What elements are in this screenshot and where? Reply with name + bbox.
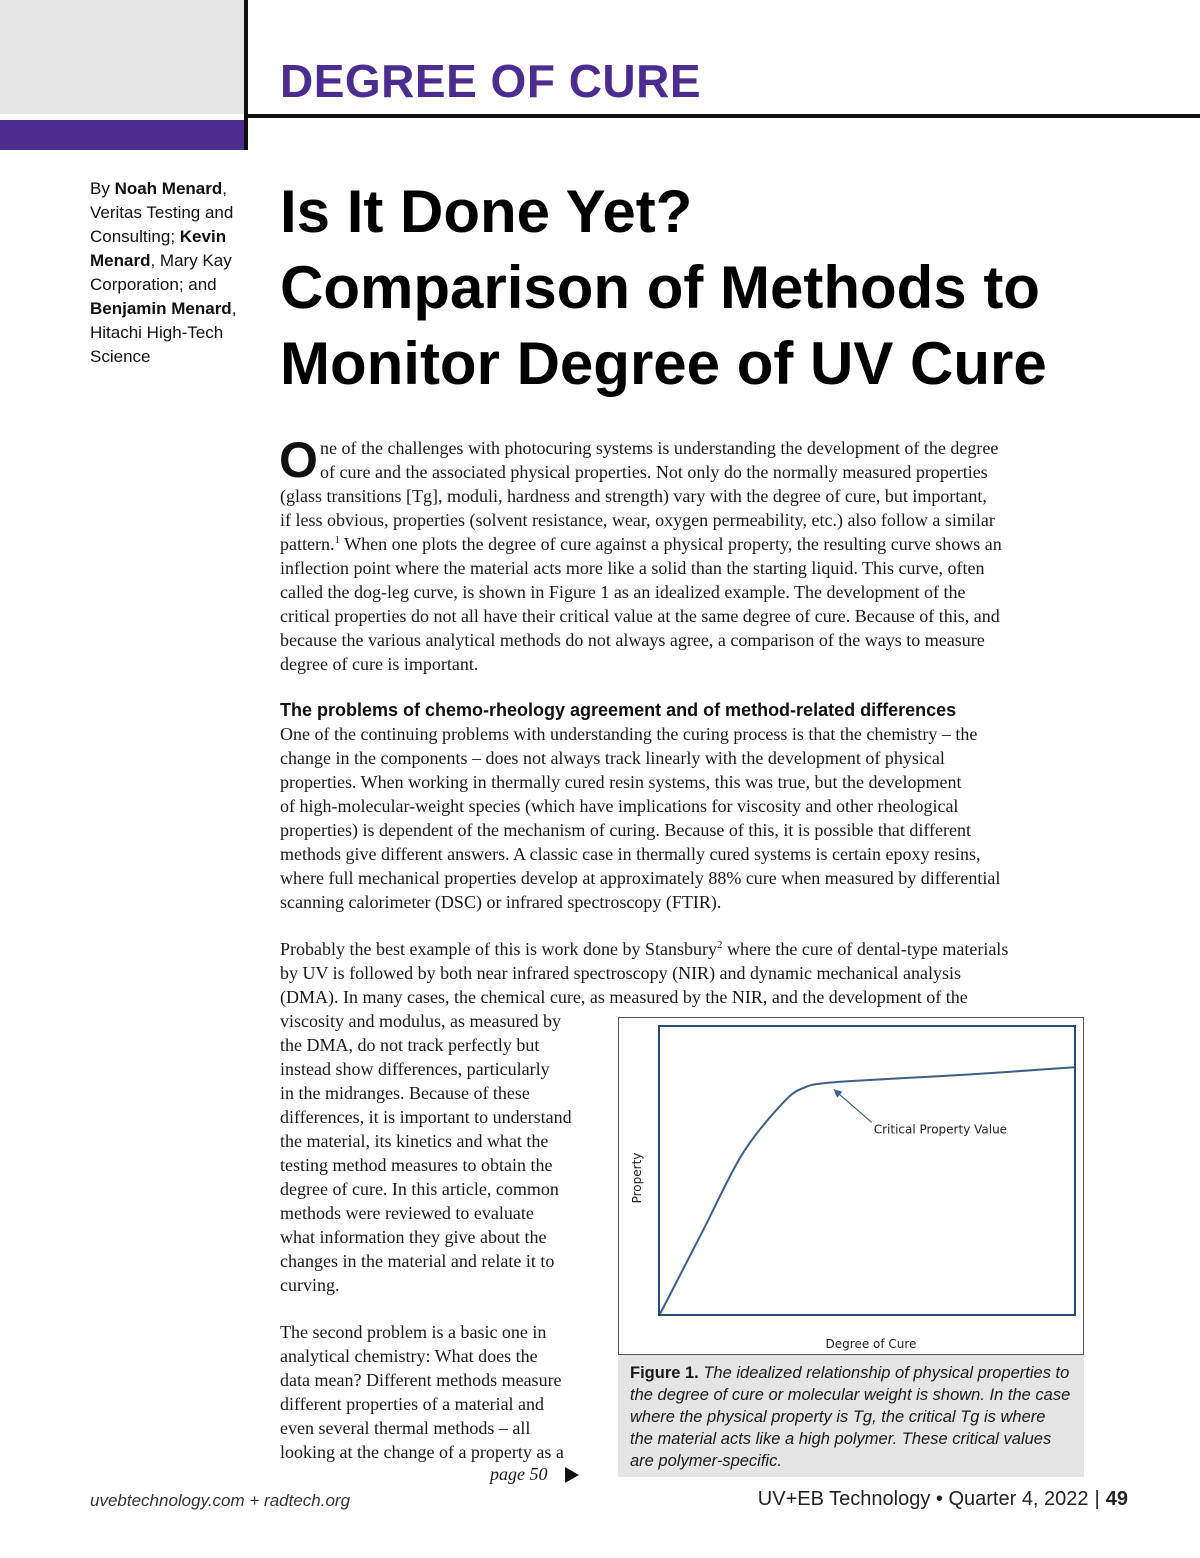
author-name: Benjamin Menard [90,299,232,318]
body-line: viscosity and modulus, as measured by [280,1011,561,1031]
x-axis-label: Degree of Cure [825,1337,917,1351]
body-line: of high-molecular-weight species (which have implications for viscosity and other rheological [280,796,959,816]
body-line: called the dog-leg curve, is shown in Figure 1 as an idealized example. The development of the [280,582,966,602]
body-line: (glass transitions [Tg], moduli, hardness and strength) vary with the degree of cure, but important, [280,486,987,506]
footer-websites[interactable]: uvebtechnology.com + radtech.org [90,1491,351,1510]
body-line: where full mechanical properties develop at approximately 88% cure when measured by differential [280,868,1001,888]
author-name: Kevin Menard [90,227,227,270]
header-horizontal-rule [244,114,1200,118]
body-line: what information they give about the [280,1227,547,1247]
body-line: because the various analytical methods do not always agree, a comparison of the ways to measure [280,630,985,650]
subhead: The problems of chemo-rheology agreement and of method-related differences [280,700,957,720]
body-line: if less obvious, properties (solvent resistance, wear, oxygen permeability, etc.) also follow a similar [280,510,995,530]
body-line: methods give different answers. A classic case in thermally cured systems is certain epoxy resins, [280,844,981,864]
y-axis-label: Property [630,1152,644,1204]
publication-name: UV+EB Technology [757,1488,931,1510]
body-line: the DMA, do not track perfectly but [280,1035,540,1055]
body-line: of cure and the associated physical properties. Not only do the normally measured properties [320,462,988,482]
body-line: curving. [280,1275,340,1295]
body-line: (DMA). In many cases, the chemical cure, as measured by the NIR, and the development of the [280,987,968,1007]
body-line: the material, its kinetics and what the [280,1131,549,1151]
byline [90,177,255,369]
body-line: looking at the change of a property as a [280,1442,564,1462]
headline-line: Comparison of Methods to [280,254,1040,321]
drop-cap: O [279,432,318,488]
headline-line: Is It Done Yet? [280,178,693,245]
body-text: pattern. [280,534,335,554]
body-line: in the midranges. Because of these [280,1083,530,1103]
body-line: different properties of a material and [280,1394,545,1414]
body-line: by UV is followed by both near infrared spectroscopy (NIR) and dynamic mechanical analysis [280,963,961,983]
series-line [660,1067,1074,1314]
section-title: DEGREE OF CURE [280,55,702,107]
footnote-ref: 2 [716,939,723,951]
author-name: Noah Menard [114,179,223,198]
byline-by: By [90,179,115,198]
bullet: • [930,1488,949,1510]
footnote-ref: 1 [334,534,340,546]
body-line: degree of cure. In this article, common [280,1179,559,1199]
folio-separator: | [1094,1488,1100,1510]
caption-label: Figure 1. [630,1364,699,1382]
continued-link[interactable]: page 50 [490,1464,548,1484]
body-line: data mean? Different methods measure [280,1370,562,1390]
issue-date: Quarter 4, 2022 [948,1488,1089,1510]
annotation-label: Critical Property Value [873,1122,1008,1137]
figure-caption [618,1355,1084,1477]
body-line: ne of the challenges with photocuring systems is understanding the development of the degree [320,438,999,458]
body-line: methods were reviewed to evaluate [280,1203,534,1223]
body-line: changes in the material and relate it to [280,1251,555,1271]
body-line: One of the continuing problems with understanding the curing process is that the chemistry – the [280,724,978,744]
body-line: instead show differences, particularly [280,1059,550,1079]
headline-line: Monitor Degree of UV Cure [280,330,1047,397]
headline [280,174,1180,402]
author-affiliation: , Hitachi High-Tech Science [90,299,237,366]
plot-area-border [659,1026,1075,1315]
figure-chart-frame [618,1017,1084,1355]
body-line: change in the components – does not always track linearly with the development of physical [280,748,945,768]
body-line: even several thermal methods – all [280,1418,531,1438]
body-line: scanning calorimeter (DSC) or infrared spectroscopy (FTIR). [280,892,722,912]
footer-folio [758,1488,1128,1511]
body-line [280,532,1002,556]
header-vertical-rule [244,0,248,150]
body-text: When one plots the degree of cure against a physical property, the resulting curve shows an [339,534,1002,554]
body-line: testing method measures to obtain the [280,1155,553,1175]
body-line: degree of cure is important. [280,654,479,674]
arrow-right-icon [565,1467,579,1483]
figure-chart [619,1018,1083,1354]
body-line: analytical chemistry: What does the [280,1346,538,1366]
body-line: differences, it is important to understand [280,1107,572,1127]
body-line: inflection point where the material acts more like a solid than the starting liquid. This curve, often [280,558,985,578]
body-text: Probably the best example of this is work done by Stansbury [280,939,717,959]
body-line: critical properties do not all have their critical value at the same degree of cure. Because of this, and [280,606,1000,626]
body-text: where the cure of dental-type materials [722,939,1009,959]
caption-text: The idealized relationship of physical properties to the degree of cure or molecular weight is shown. In the case where the physical property is Tg, the critical Tg is where the material acts like a high polymer. These critical values are polymer-specific. [630,1364,1071,1470]
author-affiliation: , Veritas Testing and Consulting; [90,179,234,246]
body-line: properties) is dependent of the mechanism of curing. Because of this, it is possible that different [280,820,971,840]
corner-gray-block [0,0,244,114]
page-number: 49 [1105,1488,1128,1510]
body-line [280,937,1008,961]
body-line: The second problem is a basic one in [280,1322,547,1342]
body-line: properties. When working in thermally cured resin systems, this was true, but the development [280,772,962,792]
author-affiliation: , Mary Kay Corporation; and [90,251,232,294]
corner-purple-bar [0,120,244,150]
